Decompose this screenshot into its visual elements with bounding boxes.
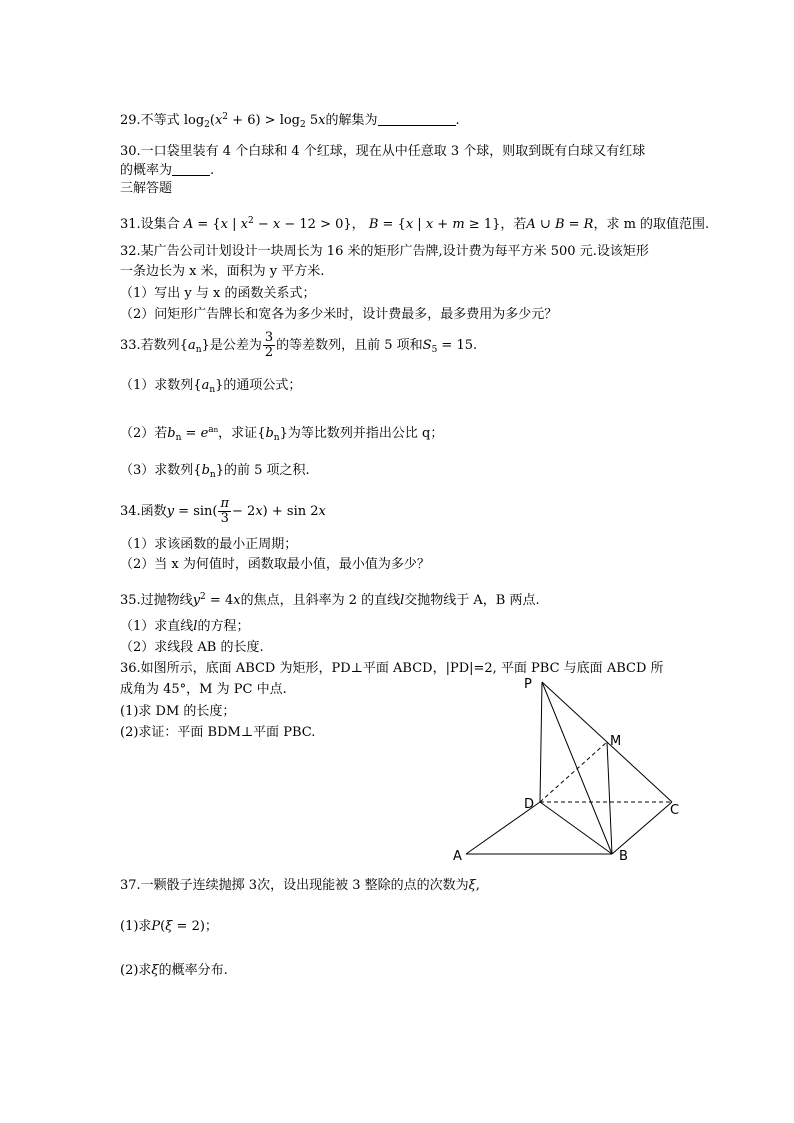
q34-fraction: [218, 497, 231, 526]
q37-p2-xi: ξ: [151, 963, 159, 978]
q33-p1a: （1）求数列: [120, 378, 194, 393]
q31-tail: ，求 m 的取值范围.: [593, 217, 710, 232]
q36-part1: (1)求 DM 的长度；: [120, 704, 236, 719]
q33-part1: [120, 377, 301, 399]
pyramid-figure: [440, 670, 690, 870]
label-p: P: [524, 677, 532, 692]
q29: [120, 108, 460, 134]
q33-sum: $S_5 = 15$.: [422, 338, 478, 355]
q30-answer-blank: [172, 163, 210, 176]
q35: [120, 588, 540, 610]
q32-line1: 32.某广告公司计划设计一块周长为 16 米的矩形广告牌,设计费为每平方米 500 元.设该矩形: [120, 244, 649, 259]
q34-prefix: 34.函数: [120, 504, 167, 519]
q35-parabola: $y^2 = 4x$: [192, 592, 241, 608]
label-a: A: [453, 849, 462, 864]
q33-seq: $\{a_n\}$: [179, 338, 210, 355]
q29-formula: $\log_2(x^2 + 6) > \log_2 5x$: [183, 112, 326, 130]
q32-part1: （1）写出 y 与 x 的函数关系式；: [120, 286, 316, 301]
label-m: M: [610, 734, 622, 749]
q29-answer-blank: [378, 113, 456, 126]
q33-part2: [120, 421, 443, 447]
q35-p1-l: l: [193, 619, 198, 634]
q34-part2: （2）当 x 为何值时，函数取最小值，最小值为多少？: [120, 557, 430, 572]
q30-end: .: [210, 163, 215, 178]
q37-p2b: 的概率分布.: [158, 963, 228, 978]
q37-part1: [120, 918, 218, 936]
q33-p2b: ，求证: [218, 426, 258, 441]
q37-part2: [120, 962, 228, 980]
q32-line2: 一条边长为 x 米，面积为 y 平方米.: [120, 264, 325, 279]
label-c: C: [670, 803, 680, 818]
q30-text: 的概率为: [120, 163, 173, 178]
q37: [120, 877, 480, 895]
q31-condition: A ∪ B = R: [526, 217, 594, 232]
q35-p1b: 的方程；: [197, 619, 250, 634]
q31-sep: ，: [351, 217, 365, 232]
q34-frac-den: 3: [220, 511, 229, 526]
q33-p2-formula: $b_n = e^{an}$: [167, 425, 219, 443]
q33-p2a: （2）若: [120, 426, 168, 441]
q35-tail: 交抛物线于 A，B 两点.: [404, 593, 540, 608]
q31-set-b: B = {x | x + m ≥ 1}: [368, 217, 501, 232]
q37-p1-formula: P(ξ = 2): [151, 919, 205, 934]
q33-p1-seq: $\{a_n\}$: [193, 378, 224, 395]
q33-p2-seq: $\{b_n\}$: [257, 426, 288, 443]
q34-frac-num: π: [220, 496, 230, 511]
q37-xi: ξ: [468, 878, 476, 893]
q37-end: ,: [475, 878, 480, 893]
q33-p3b: 的前 5 项之积.: [223, 463, 310, 478]
q36-part2: (2)求证：平面 BDM⊥平面 PBC.: [120, 725, 316, 740]
q37-prefix: 37.一颗骰子连续抛掷 3次，设出现能被 3 整除的点的次数为: [120, 878, 469, 893]
label-b: B: [619, 849, 628, 864]
q30-line1: 30.一口袋里装有 4 个白球和 4 个红球，现在从中任意取 3 个球，则取到既有白球又有红球: [120, 144, 646, 159]
q33-frac-num: 3: [264, 330, 274, 345]
q33-mid2: 的等差数列，且前 5 项和: [276, 338, 423, 353]
edge-mb: [607, 742, 612, 854]
q35-line-l: l: [400, 593, 405, 608]
q35-part1: [120, 618, 249, 636]
q35-p1a: （1）求直线: [120, 619, 194, 634]
q37-p1b: ；: [204, 919, 218, 934]
q36-line2: 成角为 45°，M 为 PC 中点.: [120, 682, 287, 697]
q37-p1a: (1)求: [120, 919, 152, 934]
label-d: D: [524, 797, 535, 812]
q35-part2: （2）求线段 AB 的长度.: [120, 640, 264, 655]
q29-prefix: 29.不等式: [120, 113, 180, 128]
q31: [120, 212, 709, 234]
q36-line1: 36.如图所示，底面 ABCD 为矩形，PD⊥平面 ABCD，|PD|=2, 平面 PBC 与底面 ABCD 所: [120, 661, 664, 676]
q33-frac-den: 2: [264, 345, 274, 360]
q34-part1: （1）求该函数的最小正周期；: [120, 537, 298, 552]
q37-p2a: (2)求: [120, 963, 152, 978]
q34-formula: y = sin( $\frac{\pi}{3}$ − 2x) + sin 2x: [166, 496, 326, 526]
q31-prefix: 31.设集合: [120, 217, 180, 232]
q31-set-a: A = {x | $x^2 - x - 12 > 0$}: [183, 216, 352, 232]
q35-prefix: 35.过抛物线: [120, 593, 193, 608]
q33-fraction: [263, 331, 275, 360]
q33-p3-seq: $\{b_n\}$: [193, 463, 224, 480]
q33-p1b: 的通项公式；: [223, 378, 302, 393]
q33-p3a: （3）求数列: [120, 463, 194, 478]
q33: [120, 331, 477, 365]
edge-bc: [612, 802, 672, 854]
edge-dm: [540, 742, 607, 802]
q33-part3: [120, 462, 310, 484]
q34: [120, 497, 326, 527]
q33-mid1: 是公差为: [209, 338, 262, 353]
q29-end: .: [455, 113, 460, 128]
q29-suffix: 的解集为: [325, 113, 378, 128]
edge-pd: [540, 682, 542, 802]
q32-part2: （2）问矩形广告牌长和宽各为多少米时，设计费最多，最多费用为多少元？: [120, 307, 558, 322]
section-title: 三解答题: [120, 181, 173, 196]
q33-p2c: 为等比数列并指出公比 q；: [287, 426, 444, 441]
q33-prefix: 33.若数列: [120, 338, 180, 353]
q30-line2: [120, 162, 214, 180]
q31-mid: ，若: [500, 217, 527, 232]
q35-mid: 的焦点，且斜率为 2 的直线: [240, 593, 401, 608]
